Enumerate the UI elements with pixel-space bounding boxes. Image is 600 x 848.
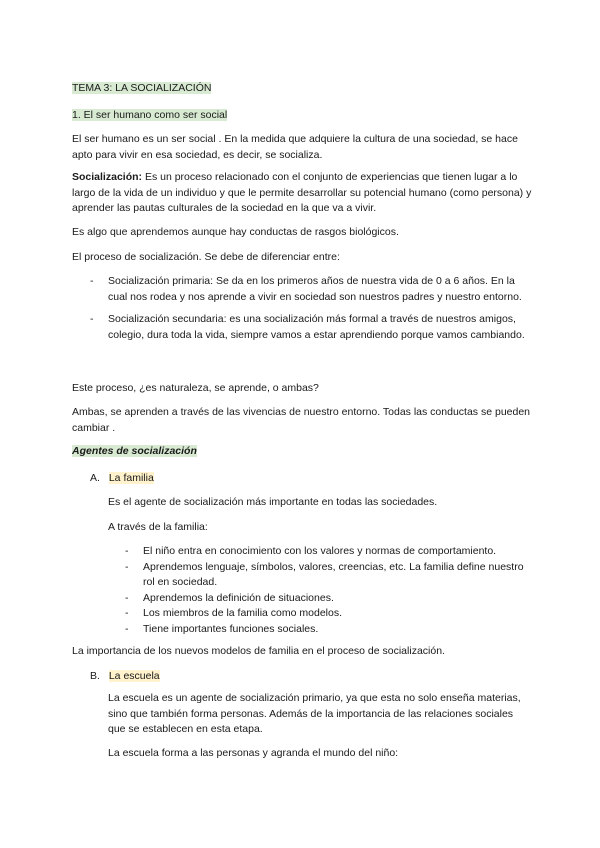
list-marker: - [125, 607, 129, 619]
list-marker: - [90, 275, 94, 287]
list-item [125, 560, 532, 591]
section-a-heading [90, 471, 154, 486]
definition-text: Es un proceso relacionado con el conjunto de experiencias que tienen lugar a lo largo de la vida de un individuo y que le permite desarrollar su potencial humano (como persona) y aprender las pautas culturales de la sociedad en la que va a vivir. [72, 171, 532, 214]
definition-term: Socialización: [72, 171, 143, 183]
list-item [125, 544, 532, 560]
list-marker: - [125, 591, 129, 604]
agents-heading-text: Agentes de socialización [72, 445, 197, 457]
section-heading-1 [72, 108, 227, 123]
document-title [72, 81, 211, 96]
list-item-text: Socialización primaria: Se da en los primeros años de nuestra vida de 0 a 6 años. En la cual nos rodea y nos aprende a vivir en sociedad son nuestros padres y nuestro entorno. [108, 275, 522, 303]
family-functions-list [125, 544, 532, 637]
list-item-text: Tiene importantes funciones sociales. [143, 622, 319, 635]
list-item-text: El niño entra en conocimiento con los valores y normas de comportamiento. [143, 545, 497, 557]
paragraph-escuela-forma: La escuela forma a las personas y agranda el mundo del niño: [108, 747, 399, 759]
paragraph-nuevos-modelos: La importancia de los nuevos modelos de familia en el proceso de socialización. [72, 645, 445, 657]
list-item-text: Los miembros de la familia como modelos. [143, 607, 342, 619]
paragraph-answer: Ambas, se aprenden a través de las vivencias de nuestro entorno. Todas las conductas se pueden cambiar . [72, 406, 531, 434]
section-heading-1-text: 1. El ser humano como ser social [72, 109, 228, 121]
agents-heading [72, 444, 197, 459]
section-b-heading [90, 669, 160, 684]
list-item [125, 622, 532, 638]
list-item-text: Socialización secundaria: es una socialización más formal a través de nuestros amigos, colegio, dura toda la vida, siempre vamos a estar aprendiendo porque vamos cambiando. [108, 313, 525, 341]
section-a-title: La familia [108, 472, 154, 484]
section-a-letter: A. [90, 472, 100, 484]
list-item [90, 274, 532, 305]
paragraph-question: Este proceso, ¿es naturaleza, se aprende, o ambas? [72, 382, 319, 394]
paragraph-proceso-socializacion: El proceso de socialización. Se debe de diferenciar entre: [72, 251, 340, 263]
list-marker: - [125, 622, 129, 635]
list-item [125, 591, 532, 607]
socialization-types-list [90, 274, 532, 343]
section-b-letter: B. [90, 670, 100, 682]
list-item-text: Aprendemos la definición de situaciones. [143, 591, 334, 604]
section-b-title: La escuela [108, 670, 160, 682]
list-marker: - [90, 313, 94, 325]
list-item [125, 606, 532, 622]
paragraph-familia-agente: Es el agente de socialización más importante en todas las sociedades. [108, 496, 438, 508]
list-item [90, 312, 532, 343]
paragraph-socializacion-definition [72, 170, 532, 217]
title-highlight: TEMA 3: LA SOCIALIZACIÓN [72, 82, 212, 94]
paragraph-escuela-agente: La escuela es un agente de socialización primario, ya que esta no solo enseña materias, sino que también forma personas. Además de la importancia de las relaciones sociales que se establecen en esta etapa. [108, 692, 521, 735]
list-marker: - [125, 560, 129, 573]
list-marker: - [125, 545, 129, 557]
paragraph-rasgos-biologicos: Es algo que aprendemos aunque hay conductas de rasgos biológicos. [72, 226, 399, 238]
paragraph-ser-social: El ser humano es un ser social . En la medida que adquiere la cultura de una sociedad, se hace apto para vivir en esa sociedad, es decir, se socializa. [72, 133, 518, 161]
paragraph-a-traves-familia: A través de la familia: [108, 521, 208, 533]
list-item-text: Aprendemos lenguaje, símbolos, valores, creencias, etc. La familia define nuestro rol en sociedad. [143, 560, 524, 588]
